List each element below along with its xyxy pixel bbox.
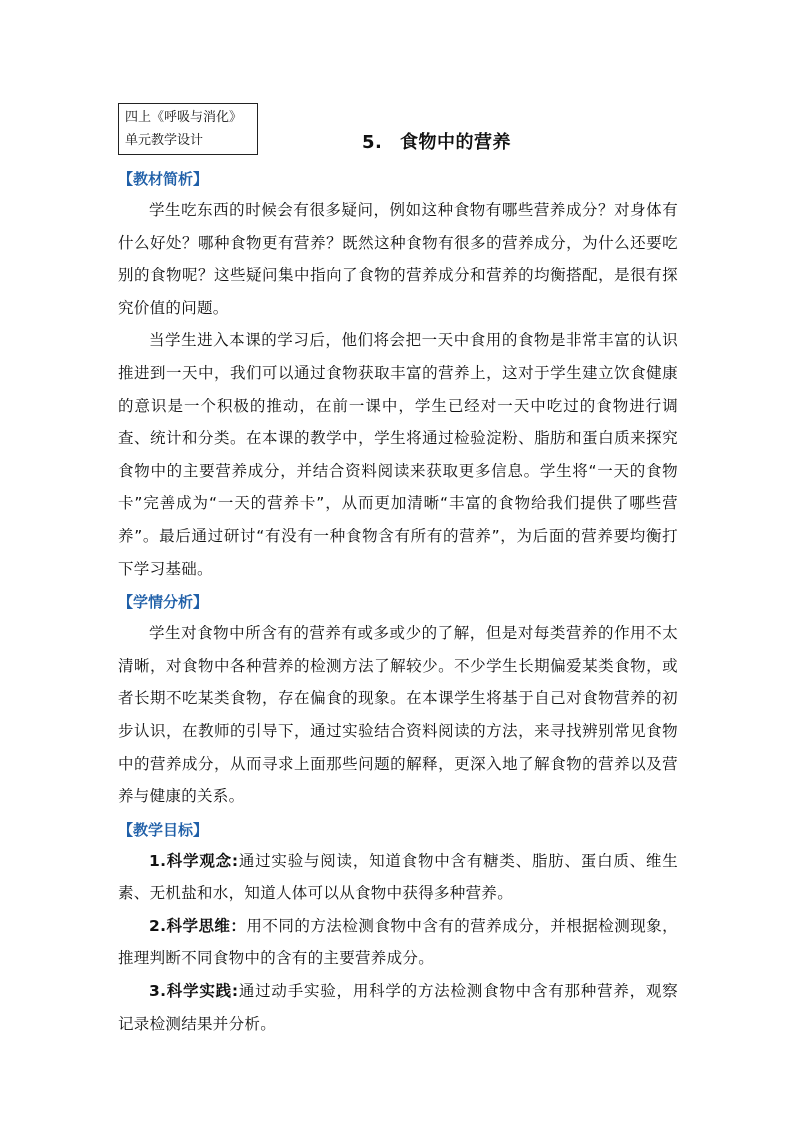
section-heading-textbook: 【教材简析】 [118,170,209,188]
goal-item-1 [118,845,678,910]
document-body [118,162,678,1040]
unit-label-box [118,103,258,155]
textbook-paragraph-1: 学生吃东西的时候会有很多疑问，例如这种食物有哪些营养成分？对身体有什么好处？哪种食物更有营养？既然这种食物有很多的营养成分，为什么还要吃别的食物呢？这些疑问集中指向了食物的营养成分和营养的均衡搭配，是很有探究价值的问题。 [118,201,678,317]
section-heading-goals: 【教学目标】 [118,820,209,839]
goal-item-2 [118,910,678,975]
unit-subtitle: 单元教学设计 [125,133,204,148]
goal-text: 用不同的方法检测食物中含有的营养成分，并根据检测现象，推理判断不同食物中的含有的主要营养成分。 [118,916,678,968]
students-paragraph-1: 学生对食物中所含有的营养有或多或少的了解，但是对每类营养的作用不太清晰，对食物中各种营养的检测方法了解较少。不少学生长期偏爱某类食物，或者长期不吃某类食物，存在偏食的现象。在本课学生将基于自己对食物营养的初步认识，在教师的引导下，通过实验结合资料阅读的方法，来寻找辨别常见食物中的营养成分，从而寻求上面那些问题的解释，更深入地了解食物的营养以及营养与健康的关系。 [118,624,678,806]
unit-name: 四上《呼吸与消化》 [125,110,243,125]
goal-label: 2.科学思维： [149,916,247,935]
goal-item-3 [118,975,678,1040]
goal-label: 3.科学实践: [149,982,239,1001]
lesson-title [362,128,511,154]
lesson-title-text: 食物中的营养 [400,132,511,153]
lesson-number: 5. [362,132,383,153]
section-heading-students: 【学情分析】 [118,593,209,612]
goal-label: 1.科学观念: [149,851,239,870]
textbook-paragraph-2: 当学生进入本课的学习后，他们将会把一天中食用的食物是非常丰富的认识推进到一天中，我们可以通过食物获取丰富的营养上，这对于学生建立饮食健康的意识是一个积极的推动，在前一课中，学生已经对一天中吃过的食物进行调查、统计和分类。在本课的教学中，学生将通过检验淀粉、脂肪和蛋白质来探究食物中的主要营养成分，并结合资料阅读来获取更多信息。学生将“一天的食物卡”完善成为“一天的营养卡”，从而更加清晰“丰富的食物给我们提供了哪些营养”。最后通过研讨“有没有一种食物含有所有的营养”，为后面的营养要均衡打下学习基础。 [118,331,678,578]
goal-text: 通过实验与阅读，知道食物中含有糖类、脂肪、蛋白质、维生素、无机盐和水，知道人体可以从食物中获得多种营养。 [118,851,678,903]
goal-text: 通过动手实验，用科学的方法检测食物中含有那种营养，观察记录检测结果并分析。 [118,982,678,1033]
